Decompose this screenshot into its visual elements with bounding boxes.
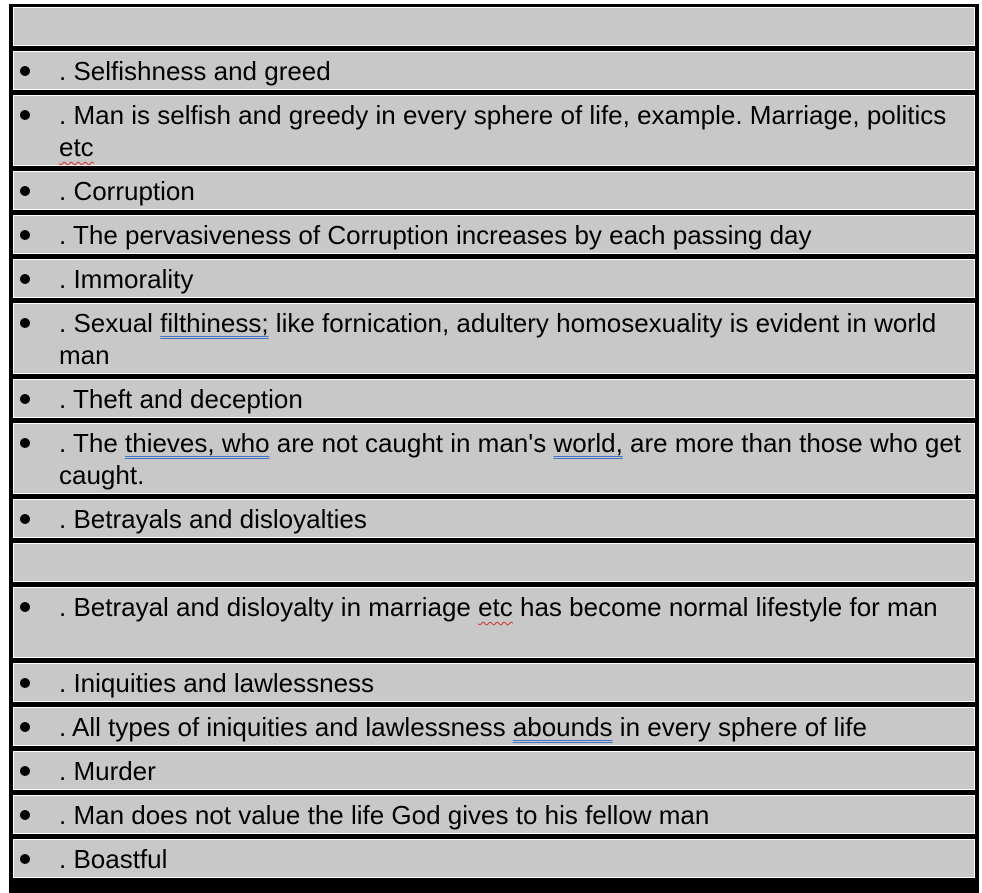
row-text[interactable] — [59, 307, 962, 371]
table-row — [13, 587, 975, 658]
bullet-icon — [20, 274, 30, 284]
bullet-icon — [20, 766, 30, 776]
text-segment: . The — [59, 428, 126, 458]
grammar-flag-text: abounds — [512, 712, 613, 742]
row-text[interactable] — [59, 383, 962, 415]
text-segment: . Selfishness and greed — [59, 56, 331, 86]
document-table — [9, 4, 979, 893]
bullet-icon — [20, 186, 30, 196]
bullet-icon — [20, 722, 30, 732]
text-segment: in every sphere of life — [612, 712, 867, 742]
text-segment: . Betrayals and disloyalties — [59, 504, 367, 534]
spelling-error-text: etc — [59, 132, 94, 162]
text-segment: . Theft and deception — [59, 384, 303, 414]
row-text[interactable] — [59, 799, 962, 831]
grammar-flag-text: thieves, who — [125, 428, 270, 458]
bullet-icon — [20, 394, 30, 404]
bullet-icon — [20, 678, 30, 688]
row-text[interactable] — [59, 503, 962, 535]
bullet-icon — [20, 66, 30, 76]
table-row — [13, 751, 975, 790]
grammar-flag-text: world, — [553, 428, 623, 458]
text-segment: like fornication, adultery homosexuality is evident in world man — [59, 308, 937, 370]
table-row — [13, 215, 975, 254]
empty-table-row — [13, 7, 975, 46]
spelling-error-text: etc — [478, 592, 513, 622]
bullet-icon — [20, 438, 30, 448]
text-segment: . Sexual — [59, 308, 161, 338]
table-row — [13, 171, 975, 210]
row-text[interactable] — [59, 55, 962, 87]
bullet-icon — [20, 854, 30, 864]
bullet-icon — [20, 514, 30, 524]
text-segment: . Man does not value the life God gives to his fellow man — [59, 800, 710, 830]
bullet-icon — [20, 318, 30, 328]
text-segment: . Corruption — [59, 176, 195, 206]
text-segment: . Betrayal and disloyalty in marriage — [59, 592, 479, 622]
row-text[interactable] — [59, 667, 962, 699]
row-text[interactable] — [59, 175, 962, 207]
row-text[interactable] — [59, 755, 962, 787]
text-segment: has become normal lifestyle for man — [512, 592, 938, 622]
empty-table-row — [13, 543, 975, 582]
bullet-icon — [20, 810, 30, 820]
text-segment: . The pervasiveness of Corruption increases by each passing day — [59, 220, 812, 250]
text-segment: are not caught in man's — [269, 428, 554, 458]
text-segment: . Man is selfish and greedy in every sphere of life, example. Marriage, politics — [59, 100, 947, 130]
table-row — [13, 663, 975, 702]
bullet-icon — [20, 230, 30, 240]
table-row — [13, 707, 975, 746]
row-text[interactable] — [59, 711, 962, 743]
text-segment: . Immorality — [59, 264, 194, 294]
text-segment: . All types of iniquities and lawlessness — [59, 712, 513, 742]
bullet-icon — [20, 110, 30, 120]
table-row — [13, 379, 975, 418]
table-row — [13, 499, 975, 538]
table-row — [13, 95, 975, 166]
table-row — [13, 51, 975, 90]
row-text[interactable] — [59, 591, 962, 623]
table-row — [13, 839, 975, 878]
table-row — [13, 795, 975, 834]
table-row — [13, 259, 975, 298]
grammar-flag-text: filthiness; — [160, 308, 269, 338]
row-text[interactable] — [59, 219, 962, 251]
row-text[interactable] — [59, 427, 962, 491]
table-row — [13, 423, 975, 494]
bullet-icon — [20, 602, 30, 612]
text-segment: . Iniquities and lawlessness — [59, 668, 375, 698]
row-text[interactable] — [59, 99, 962, 163]
text-segment: are more than those who get caught. — [59, 428, 962, 490]
text-segment: . Boastful — [59, 844, 168, 874]
row-text[interactable] — [59, 263, 962, 295]
text-segment: . Murder — [59, 756, 156, 786]
row-text[interactable] — [59, 843, 962, 875]
table-row — [13, 303, 975, 374]
